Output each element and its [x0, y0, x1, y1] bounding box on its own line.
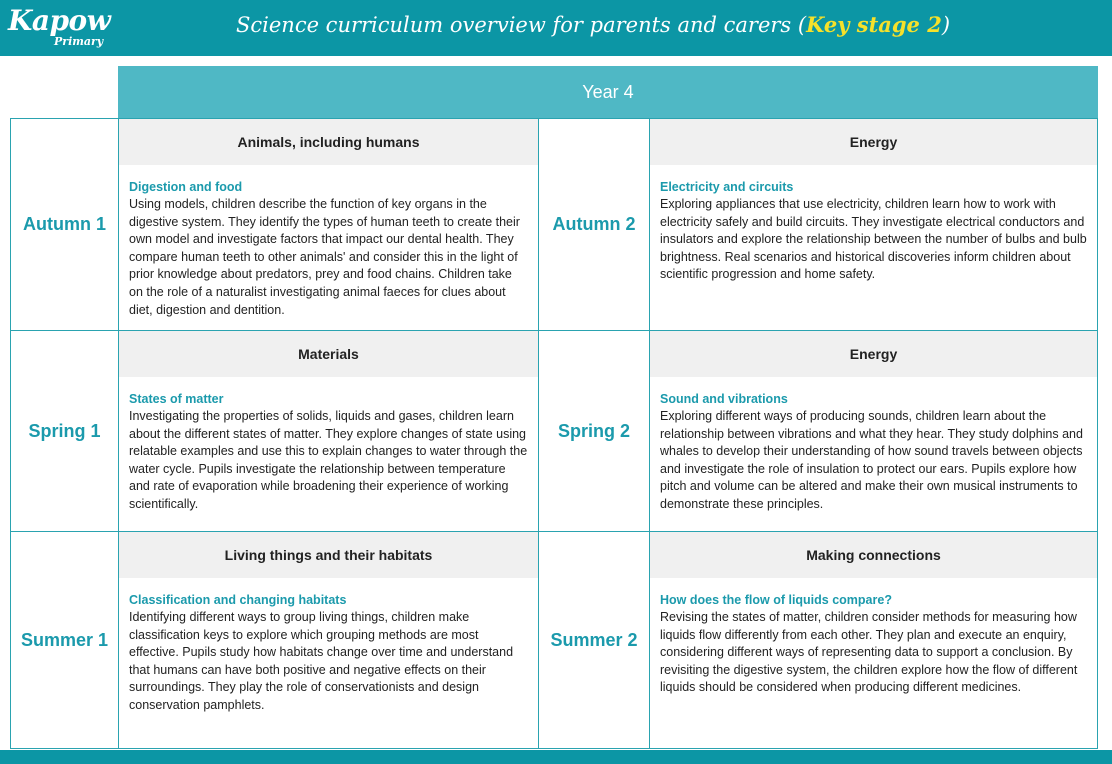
term-label: Summer 2 [539, 532, 650, 748]
unit-subtitle: Classification and changing habitats [129, 593, 347, 607]
page-title [236, 12, 950, 37]
title-prefix: Science curriculum overview for parents and carers ( [236, 13, 807, 37]
kapow-logo[interactable] [8, 4, 111, 52]
unit-subtitle: Electricity and circuits [660, 180, 794, 194]
curriculum-table [10, 118, 1098, 749]
unit-description: Exploring different ways of producing sounds, children learn about the relationship between vibrations and what they hear. They study dolphins and whales to develop their understanding of how sound travels between objects and investigate the role of insulation to protect our ears. Pupils explore how pitch and volume can be altered and make their own musical instruments to demonstrate these principles. [660, 409, 1083, 511]
table-row [11, 331, 1097, 532]
table-row [11, 532, 1097, 748]
logo-wordmark: Kapow [8, 4, 111, 37]
unit-subtitle: Digestion and food [129, 180, 243, 194]
term-label: Spring 1 [11, 331, 119, 531]
unit-description: Revising the states of matter, children consider methods for measuring how liquids flow differently from each other. They plan and execute an enquiry, considering different ways of representing data to support a conclusion. By revisiting the digestive system, the children explore how the flow of different liquids should be considered when producing different medicines. [660, 610, 1078, 695]
unit-description: Exploring appliances that use electricity, children learn how to work with electricity safely and build circuits. They investigate electrical conductors and insulators and explore the relationship between the number of bulbs and bulb brightness. Real scenarios and historical discoveries inform children about scientific progression and home safety. [660, 197, 1087, 282]
table-row [11, 119, 1097, 331]
unit-cell [119, 532, 539, 748]
unit-title: Energy [650, 331, 1097, 377]
page-footer-bar [0, 750, 1112, 764]
title-key-stage: Key stage 2 [806, 12, 942, 37]
term-label: Autumn 2 [539, 119, 650, 330]
unit-description: Identifying different ways to group living things, children make classification keys to explore which grouping methods are most effective. Pupils study how habitats change over time and understand that humans can have both positive and negative effects on their surroundings. They play the role of conservationists and design conservation pamphlets. [129, 610, 514, 712]
term-label: Autumn 1 [11, 119, 119, 330]
unit-title: Energy [650, 119, 1097, 165]
title-suffix: ) [941, 13, 951, 37]
unit-body [650, 377, 1097, 520]
unit-cell [650, 331, 1097, 531]
unit-body [650, 165, 1097, 290]
term-label: Summer 1 [11, 532, 119, 748]
term-label: Spring 2 [539, 331, 650, 531]
unit-cell [119, 331, 539, 531]
unit-cell [650, 119, 1097, 330]
logo-subtitle: Primary [54, 35, 104, 48]
unit-body [119, 165, 538, 325]
unit-body [119, 377, 538, 520]
unit-cell [650, 532, 1097, 748]
unit-subtitle: Sound and vibrations [660, 392, 788, 406]
unit-title: Living things and their habitats [119, 532, 538, 578]
unit-title: Materials [119, 331, 538, 377]
unit-subtitle: How does the flow of liquids compare? [660, 593, 892, 607]
unit-description: Using models, children describe the function of key organs in the digestive system. They identify the types of human teeth to create their own model and investigate factors that impact our dental health. They compare human teeth to other animals' and consider this in the light of prior knowledge about predators, prey and food chains. Children take on the role of a naturalist investigating animal faeces for clues about diet, digestion and dentition. [129, 197, 520, 317]
unit-body [650, 578, 1097, 703]
unit-title: Making connections [650, 532, 1097, 578]
unit-cell [119, 119, 539, 330]
unit-title: Animals, including humans [119, 119, 538, 165]
unit-description: Investigating the properties of solids, liquids and gases, children learn about the different states of matter. They explore changes of state using relatable examples and use this to explain changes to water through the water cycle. Pupils investigate the relationship between temperature and rate of evaporation while broadening their experience of working scientifically. [129, 409, 528, 511]
year-heading: Year 4 [118, 66, 1098, 118]
unit-body [119, 578, 538, 721]
page-header [0, 0, 1112, 56]
unit-subtitle: States of matter [129, 392, 224, 406]
